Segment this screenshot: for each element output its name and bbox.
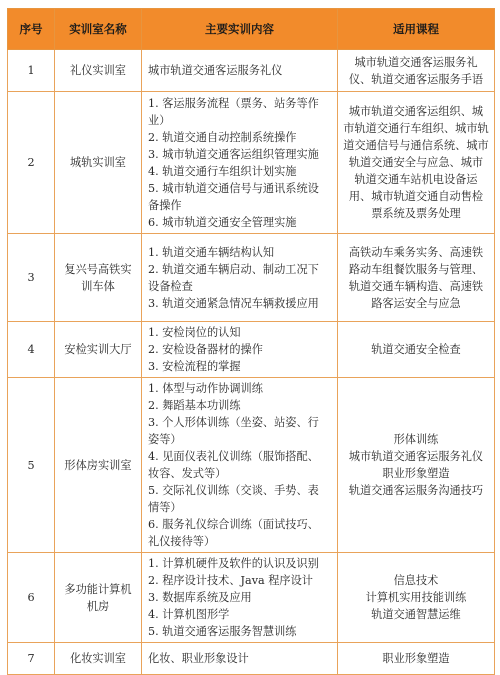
row-number: 5 [8, 378, 55, 553]
training-content-cell [142, 50, 338, 92]
table-body [8, 50, 495, 675]
room-name-cell [55, 92, 142, 234]
training-content-cell-line: 3. 城市轨道交通客运组织管理实施 [148, 147, 319, 161]
training-content-cell-line: 1. 体型与动作协调训练 [148, 382, 263, 395]
training-content-cell-line: 5. 城市轨道交通信号与通讯系统设 [148, 181, 319, 195]
header-courses: 适用课程 [338, 9, 495, 50]
course-cell [338, 234, 495, 322]
training-room-table-container [7, 8, 494, 675]
course-cell-line: 轨道交通车辆构造、高速铁 [348, 279, 484, 293]
room-name-cell [55, 234, 142, 322]
course-cell-line: 高铁动车乘务实务、高速铁 [348, 245, 484, 259]
training-content-cell [142, 643, 338, 675]
room-name-cell [55, 322, 142, 378]
training-content-cell-line: 2. 安检设备器材的操作 [148, 343, 263, 356]
room-name-cell [55, 643, 142, 675]
training-content-cell-line: 业） [148, 113, 171, 127]
training-content-cell-line: 2. 舞蹈基本功训练 [148, 399, 241, 412]
table-row [8, 322, 495, 378]
training-content-cell-line: 4. 轨道交通行车组织计划实施 [148, 164, 297, 178]
training-content-cell-line: 5. 交际礼仪训练（交谈、手势、表 [148, 484, 319, 497]
room-name-cell-line: 礼仪实训室 [70, 64, 126, 77]
course-cell-line: 票系统及票务处理 [371, 207, 461, 220]
course-cell-line: 城市轨道交通客运服务礼 [354, 55, 478, 69]
training-content-cell-line: 设备检查 [148, 279, 193, 293]
table-row [8, 643, 495, 675]
table-row [8, 50, 495, 92]
room-name-cell [55, 553, 142, 643]
table-row [8, 378, 495, 553]
header-number: 序号 [8, 9, 55, 50]
room-name-cell-line: 安检实训大厅 [64, 343, 132, 356]
training-content-cell [142, 553, 338, 643]
training-content-cell-line: 备操作 [148, 198, 182, 212]
room-name-cell-line: 复兴号高铁实 [64, 262, 132, 276]
course-cell-line: 轨道交通车站机电设备运 [354, 173, 478, 186]
training-content-cell-line: 3. 数据库系统及应用 [148, 591, 252, 604]
course-cell [338, 553, 495, 643]
room-name-cell-line: 形体房实训室 [64, 458, 132, 472]
table-row [8, 234, 495, 322]
course-cell-line: 形体训练 [393, 433, 439, 446]
training-content-cell-line: 妆容、发式等） [148, 467, 227, 480]
training-content-cell-line: 2. 轨道交通车辆启动、制动工况下 [148, 262, 319, 276]
training-content-cell [142, 378, 338, 553]
row-number: 6 [8, 553, 55, 643]
course-cell-line: 轨道交通安全检查 [371, 343, 461, 356]
room-name-cell-line: 城轨实训室 [70, 156, 126, 169]
row-number: 3 [8, 234, 55, 322]
training-content-cell-line: 6. 服务礼仪综合训练（面试技巧、 [148, 518, 319, 531]
header-main-content: 主要实训内容 [142, 9, 338, 50]
course-cell-line: 路动车组餐饮服务与管理、 [348, 262, 484, 276]
room-name-cell [55, 50, 142, 92]
training-content-cell [142, 322, 338, 378]
room-name-cell-line: 机房 [86, 599, 110, 613]
header-row [8, 9, 495, 50]
training-content-cell-line: 情等） [148, 501, 182, 514]
table-row [8, 553, 495, 643]
course-cell-line: 路客运安全与应急 [371, 296, 461, 310]
training-content-cell-line: 2. 程序设计技术、Java 程序设计 [148, 574, 313, 587]
training-content-cell-line: 3. 安检流程的掌握 [148, 360, 241, 373]
course-cell-line: 城市轨道交通客运服务礼仪 [348, 450, 484, 463]
row-number: 4 [8, 322, 55, 378]
course-cell [338, 378, 495, 553]
training-content-cell-line: 化妆、职业形象设计 [148, 652, 249, 665]
course-cell-line: 道交通信号与通信系统、城市 [343, 139, 489, 152]
training-content-cell-line: 5. 轨道交通客运服务智慧训练 [148, 625, 297, 638]
course-cell-line: 用、城市轨道交通自动售检 [348, 190, 484, 203]
course-cell [338, 92, 495, 234]
training-content-cell-line: 1. 计算机硬件及软件的认识及识别 [148, 557, 319, 570]
training-content-cell-line: 6. 城市轨道交通安全管理实施 [148, 215, 297, 229]
room-name-cell-line: 化妆实训室 [70, 652, 126, 665]
training-content-cell-line: 1. 客运服务流程（票务、站务等作 [148, 96, 319, 110]
room-name-cell-line: 训车体 [81, 279, 115, 293]
training-content-cell [142, 234, 338, 322]
training-content-cell-line: 2. 轨道交通自动控制系统操作 [148, 130, 297, 144]
row-number: 2 [8, 92, 55, 234]
row-number: 1 [8, 50, 55, 92]
course-cell [338, 50, 495, 92]
training-content-cell-line: 3. 个人形体训练（坐姿、站姿、行 [148, 416, 319, 429]
training-content-cell-line: 3. 轨道交通紧急情况车辆救援应用 [148, 296, 319, 310]
training-content-cell-line: 1. 轨道交通车辆结构认知 [148, 245, 275, 259]
course-cell-line: 职业形象塑造 [382, 467, 450, 480]
training-content-cell-line: 4. 计算机图形学 [148, 608, 230, 621]
course-cell-line: 信息技术 [393, 574, 439, 587]
course-cell-line: 城市轨道交通客运组织、城 [348, 105, 484, 118]
table-row [8, 92, 495, 234]
training-content-cell-line: 1. 安检岗位的认知 [148, 326, 241, 339]
course-cell-line: 仪、轨道交通客运服务手语 [348, 72, 484, 86]
course-cell-line: 轨道交通客运服务沟通技巧 [348, 484, 484, 497]
training-content-cell-line: 礼仪接待等） [148, 535, 216, 548]
course-cell-line: 市轨道交通行车组织、城市轨 [343, 122, 489, 135]
course-cell-line: 轨道交通安全与应急、城市 [348, 156, 484, 169]
header-room-name: 实训室名称 [55, 9, 142, 50]
course-cell-line: 轨道交通智慧运维 [371, 608, 461, 621]
room-name-cell-line: 多功能计算机 [64, 582, 132, 596]
table-header [8, 9, 495, 50]
course-cell [338, 322, 495, 378]
course-cell [338, 643, 495, 675]
training-content-cell-line: 4. 见面仪表礼仪训练（服饰搭配、 [148, 450, 319, 463]
course-cell-line: 计算机实用技能训练 [365, 591, 467, 604]
room-name-cell [55, 378, 142, 553]
training-content-cell-line: 姿等） [148, 433, 182, 446]
row-number: 7 [8, 643, 55, 675]
training-content-cell [142, 92, 338, 234]
training-room-table [7, 8, 495, 675]
course-cell-line: 职业形象塑造 [382, 652, 450, 665]
training-content-cell-line: 城市轨道交通客运服务礼仪 [148, 64, 283, 77]
